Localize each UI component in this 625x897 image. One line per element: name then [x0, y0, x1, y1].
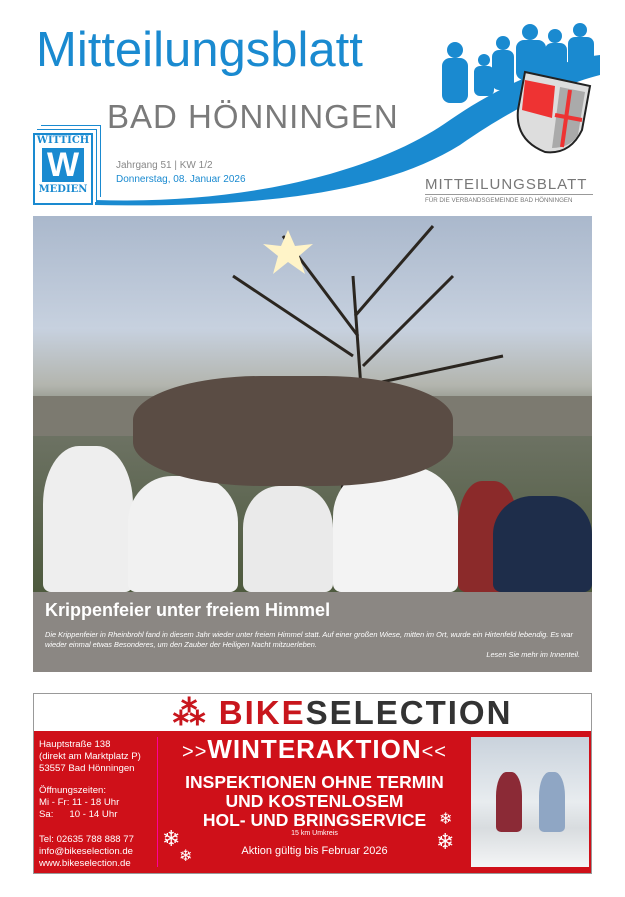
issue-date: Donnerstag, 08. Januar 2026	[116, 174, 246, 185]
promo-valid: Aktion gültig bis Februar 2026	[241, 845, 388, 857]
snowflake-icon: ❄	[162, 826, 181, 851]
cover-photo	[33, 216, 592, 592]
promo-line: UND KOSTENLOSEM	[225, 791, 404, 811]
promo-title: WINTERAKTION	[207, 734, 422, 764]
ad-brand	[34, 694, 591, 731]
masthead-sub: FÜR DIE VERBANDSGEMEINDE BAD HÖNNINGEN	[425, 197, 573, 204]
wittich-medien-logo	[33, 133, 93, 205]
promo-line: INSPEKTIONEN OHNE TERMIN	[185, 772, 444, 792]
logo-bottom-text: MEDIEN	[38, 184, 88, 195]
divider	[157, 737, 158, 867]
ad-promo	[162, 734, 467, 857]
cyclists-photo	[471, 737, 589, 867]
address-line: 53557 Bad Hönningen	[39, 763, 135, 774]
promo-post: <<	[421, 741, 447, 763]
masthead: MITTEILUNGSBLATT	[425, 176, 593, 195]
snowflake-icon: ❄	[436, 829, 455, 854]
logo-mark: W	[42, 148, 84, 182]
hours-line: Sa: 10 - 14 Uhr	[39, 809, 118, 820]
read-more: Lesen Sie mehr im Innenteil.	[486, 650, 580, 659]
article-caption	[33, 592, 592, 672]
issue-info: Jahrgang 51 | KW 1/2	[116, 160, 213, 171]
hours-line: Mi - Fr: 11 - 18 Uhr	[39, 797, 120, 808]
brand-b: SELECTION	[305, 694, 513, 731]
publication-subtitle: BAD HÖNNINGEN	[107, 98, 399, 135]
promo-line: HOL- UND BRINGSERVICE	[202, 810, 427, 830]
hours-title: Öffnungszeiten:	[39, 785, 107, 796]
bike-icon: ⁂	[172, 694, 208, 731]
logo-top-text: WITTICH	[36, 135, 90, 146]
publication-title: Mitteilungsblatt	[36, 23, 363, 77]
ad-contact	[39, 739, 154, 870]
article-body: Die Krippenfeier in Rheinbrohl fand in diesem Jahr wieder unter freiem Himmel statt. Auf einer großen Wiese, mitten im Ort, wurde ein Hirtenfeld lebendig. Es war wieder einmal etwas Besonderes, um den Zauber der Heiligen Nacht mitzuerleben.	[45, 630, 573, 649]
address-line: (direkt am Marktplatz P)	[39, 751, 141, 762]
brand-a: BIKE	[218, 694, 306, 731]
bike-selection-ad	[33, 693, 592, 874]
snowflake-icon: ❄	[439, 811, 453, 828]
address-line: Hauptstraße 138	[39, 739, 111, 750]
website: www.bikeselection.de	[39, 858, 131, 869]
email: info@bikeselection.de	[39, 846, 134, 857]
promo-radius: 15 km Umkreis	[291, 830, 338, 837]
promo-pre: >>	[182, 741, 208, 763]
coat-of-arms-icon	[518, 72, 590, 152]
snowflake-icon: ❄	[179, 848, 193, 865]
article-headline: Krippenfeier unter freiem Himmel	[45, 600, 331, 620]
phone: Tel: 02635 788 888 77	[39, 834, 134, 845]
